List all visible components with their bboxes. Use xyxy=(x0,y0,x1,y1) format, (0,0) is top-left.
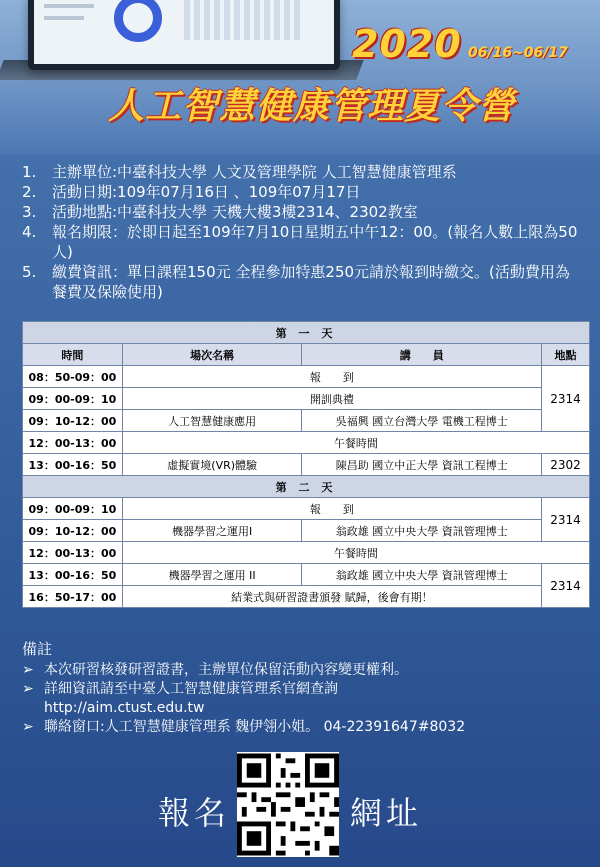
signup-label-left: 報名 xyxy=(158,794,231,832)
website-link[interactable]: http://aim.ctust.edu.tw xyxy=(44,700,205,716)
event-info-list xyxy=(22,162,582,302)
location-cell: 2314 xyxy=(542,366,590,432)
table-row: 12：00-13：00 午餐時間 xyxy=(23,432,590,454)
table-row: 13：00-16：50 虛擬實境(VR)體驗 陳昌助 國立中正大學 資訊工程博士 2302 xyxy=(23,454,590,476)
event-year: 2020 xyxy=(352,22,462,66)
location-cell: 2314 xyxy=(542,498,590,542)
table-row: 09：00-09：10 開訓典禮 xyxy=(23,388,590,410)
event-dates: 06/16~06/17 xyxy=(468,45,568,61)
donut-chart-icon xyxy=(114,0,162,42)
signup-label-right: 網址 xyxy=(350,794,423,832)
date-text: 活動日期:109年07月16日 、109年07月17日 xyxy=(52,183,361,201)
day2-label: 第 二 天 xyxy=(23,476,590,498)
col-time: 時間 xyxy=(23,344,123,366)
note-item xyxy=(22,718,592,737)
arrow-bullet-icon: ➢ xyxy=(22,662,34,678)
notes-section xyxy=(22,640,592,737)
arrow-bullet-icon: ➢ xyxy=(22,681,34,697)
laptop-screen-image xyxy=(28,0,340,70)
notes-heading: 備註 xyxy=(22,640,53,658)
fee-text: 繳費資訊：單日課程150元 全程參加特惠250元請於報到時繳交。(活動費用為餐費及保險使用) xyxy=(52,263,570,301)
day1-label: 第 一 天 xyxy=(23,322,590,344)
note-item: ➢ 詳細資訊請至中臺人工智慧健康管理系官網查詢 xyxy=(22,681,338,697)
table-row: 09：00-09：10 報 到 2314 xyxy=(23,498,590,520)
location-cell: 2314 xyxy=(542,564,590,608)
qr-code-icon[interactable] xyxy=(237,752,339,857)
table-row: 13：00-16：50 機器學習之運用 II 翁政雄 國立中央大學 資訊管理博士 2314 xyxy=(23,564,590,586)
col-speaker: 講 員 xyxy=(302,344,542,366)
schedule-table xyxy=(22,321,590,608)
table-row: 08：50-09：00 報 到 2314 xyxy=(23,366,590,388)
info-item: 1. 主辦單位:中臺科技大學 人文及管理學院 人工智慧健康管理系 xyxy=(22,162,582,182)
table-row: 09：10-12：00 人工智慧健康應用 吳福興 國立台灣大學 電機工程博士 xyxy=(23,410,590,432)
day1-header-row xyxy=(23,322,590,344)
contact-text: 聯絡窗口:人工智慧健康管理系 魏伊翎小姐。 04-22391647#8032 xyxy=(44,719,466,735)
registration-text: 報名期限：於即日起至109年7月10日星期五中午12：00。(報名人數上限為50人) xyxy=(52,223,578,261)
note-item: ➢ 本次研習核發研習證書，主辦單位保留活動內容變更權利。 xyxy=(22,662,408,678)
day2-header-row xyxy=(23,476,590,498)
bar-chart-icon xyxy=(184,0,304,40)
col-location: 地點 xyxy=(542,344,590,366)
table-row: 09：10-12：00 機器學習之運用I 翁政雄 國立中央大學 資訊管理博士 xyxy=(23,520,590,542)
location-cell: 2302 xyxy=(542,454,590,476)
organizer-text: 主辦單位:中臺科技大學 人文及管理學院 人工智慧健康管理系 xyxy=(52,163,457,181)
venue-text: 活動地點:中臺科技大學 天機大樓3樓2314、2302教室 xyxy=(52,203,418,221)
info-item: 4. 報名期限：於即日起至109年7月10日星期五中午12：00。(報名人數上限為50人) xyxy=(22,222,582,262)
column-header-row xyxy=(23,344,590,366)
info-item: 2. 活動日期:109年07月16日 、109年07月17日 xyxy=(22,182,582,202)
event-title: 人工智慧健康管理夏令營 xyxy=(108,86,516,127)
table-row: 12：00-13：00 午餐時間 xyxy=(23,542,590,564)
col-session: 場次名稱 xyxy=(122,344,302,366)
header-banner xyxy=(0,0,600,155)
table-row: 16：50-17：00 結業式與研習證書頒發 賦歸，後會有期！ xyxy=(23,586,590,608)
info-item: 3. 活動地點:中臺科技大學 天機大樓3樓2314、2302教室 xyxy=(22,202,582,222)
arrow-bullet-icon: ➢ xyxy=(22,719,34,735)
info-item: 5. 繳費資訊：單日課程150元 全程參加特惠250元請於報到時繳交。(活動費用為餐費及保險使用) xyxy=(22,262,582,302)
